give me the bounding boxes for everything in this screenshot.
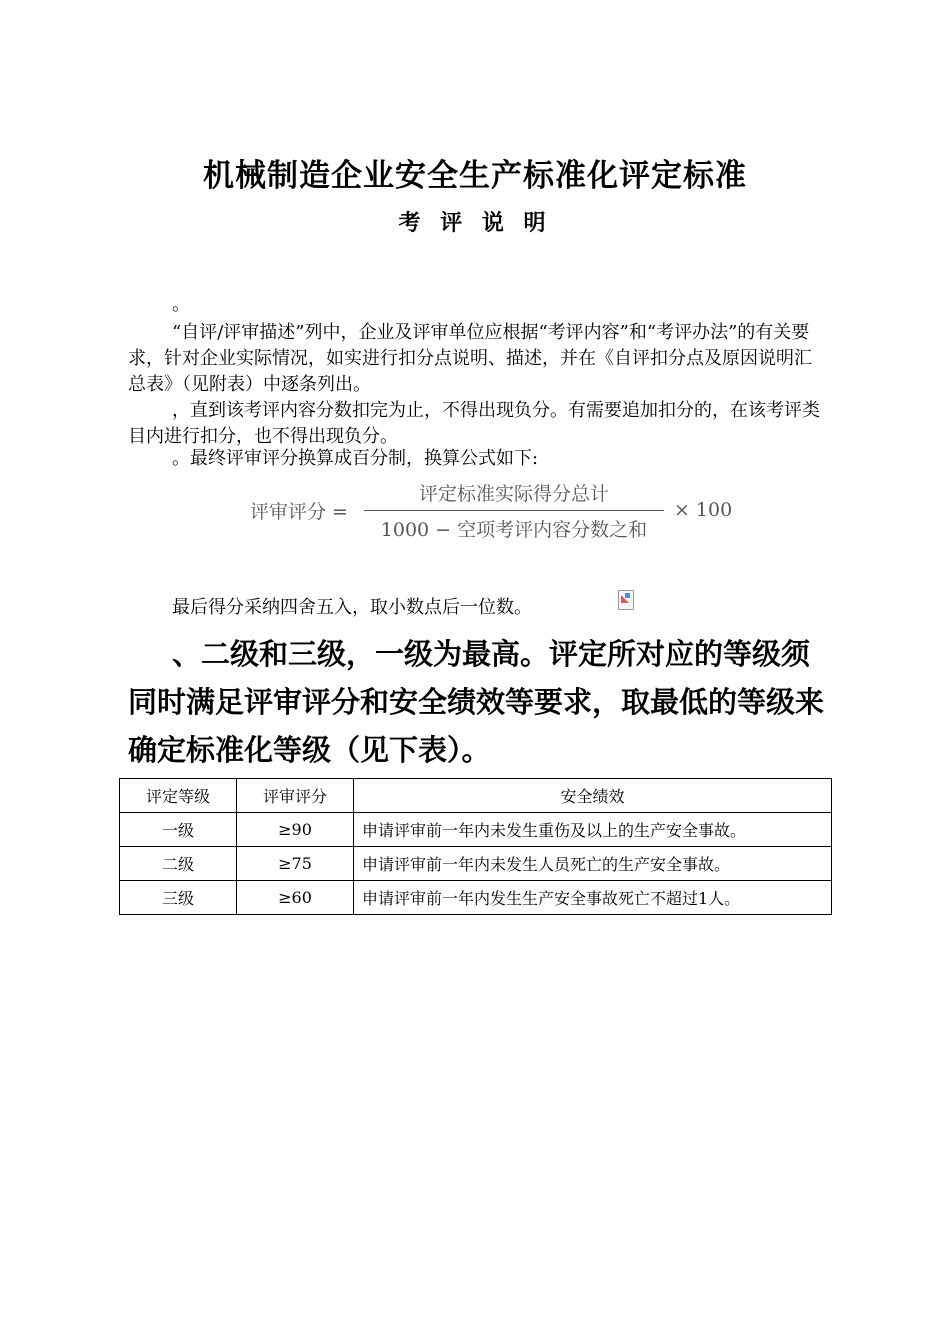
header-score: 评审评分 — [237, 779, 354, 813]
cell-score: ≥60 — [237, 881, 354, 915]
cell-level: 二级 — [120, 847, 237, 881]
header-level: 评定等级 — [120, 779, 237, 813]
page-title: 机械制造企业安全生产标准化评定标准 — [203, 158, 747, 194]
paragraph-deduction-rule: ，直到该考评内容分数扣完为止，不得出现负分。有需要追加扣分的，在该考评类目内进行扣分，也不得出现负分。 — [128, 400, 820, 447]
header-performance: 安全绩效 — [354, 779, 832, 813]
table-row — [120, 881, 832, 915]
level-paragraph: 、二级和三级，一级为最高。评定所对应的等级须同时满足评审评分和安全绩效等要求，取最低的等级来确定标准化等级（见下表）。 — [128, 637, 825, 767]
cell-score: ≥90 — [237, 813, 354, 847]
cell-performance: 申请评审前一年内发生生产安全事故死亡不超过1人。 — [354, 881, 832, 915]
formula-fraction — [364, 479, 664, 542]
formula-numerator: 评定标准实际得分总计 — [418, 482, 609, 505]
paragraph-conversion: 。最终评审评分换算成百分制，换算公式如下: — [172, 448, 539, 469]
formula-rhs: × 100 — [673, 499, 733, 521]
cell-performance: 申请评审前一年内未发生重伤及以上的生产安全事故。 — [354, 813, 832, 847]
paragraph-self-assessment: “自评/评审描述”列中，企业及评审单位应根据“考评内容”和“考评办法”的有关要求，针对企业实际情况，如实进行扣分点说明、描述，并在《自评扣分点及原因说明汇总表》（见附表）中逐条列出。 — [128, 322, 812, 395]
image-square — [625, 593, 630, 598]
table-row — [120, 847, 832, 881]
table-header-row — [120, 779, 832, 813]
formula-lhs: 评审评分 = — [250, 500, 348, 523]
rounding-note: 最后得分采纳四舍五入，取小数点后一位数。 — [172, 597, 532, 618]
dot-line: 。 — [172, 294, 190, 315]
cell-level: 一级 — [120, 813, 237, 847]
formula-denominator: 1000 − 空项考评内容分数之和 — [380, 518, 648, 541]
page-subtitle: 考 评 说 明 — [398, 211, 552, 236]
cell-performance: 申请评审前一年内未发生人员死亡的生产安全事故。 — [354, 847, 832, 881]
score-formula — [250, 478, 732, 542]
table-row — [120, 813, 832, 847]
grade-table — [119, 778, 832, 915]
cell-score: ≥75 — [237, 847, 354, 881]
broken-image-icon — [618, 590, 634, 610]
cell-level: 三级 — [120, 881, 237, 915]
